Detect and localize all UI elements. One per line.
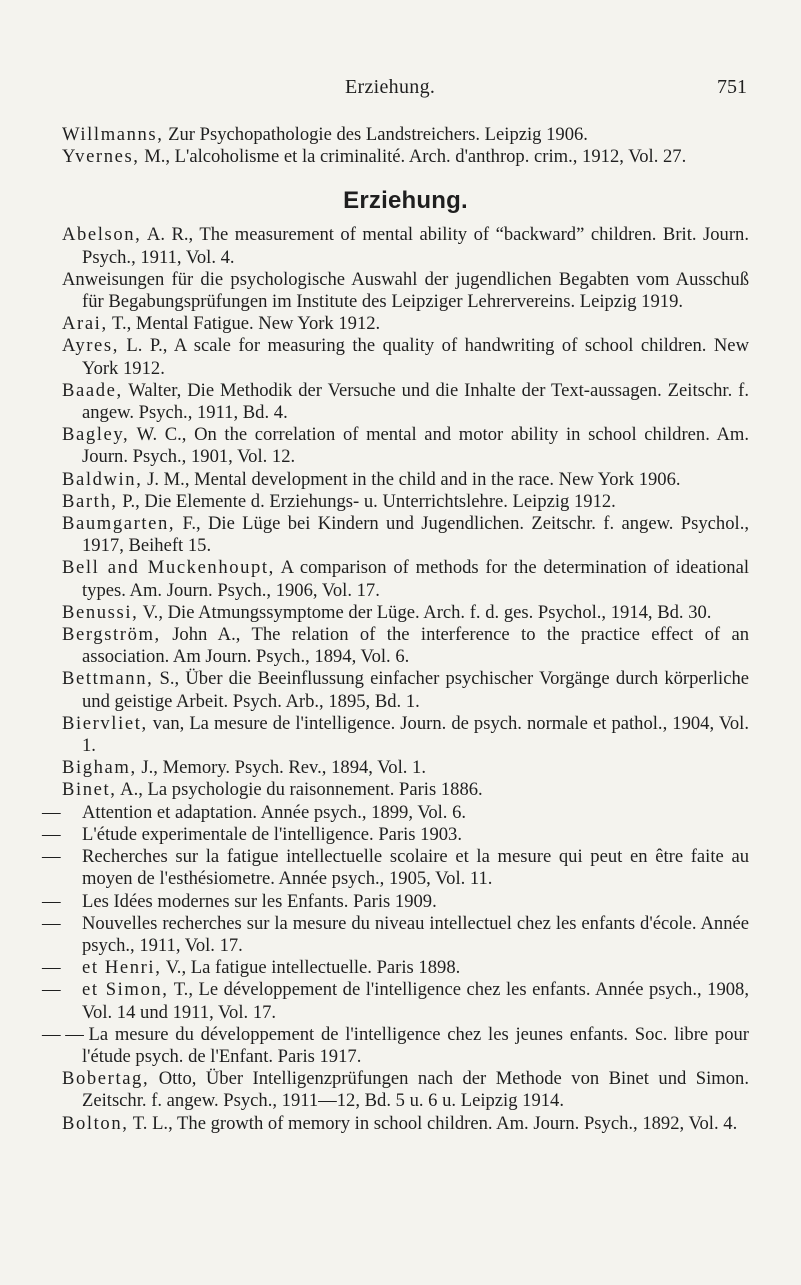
repeat-author-dash: —	[42, 912, 66, 934]
entry-text: W. C., On the correlation of mental and motor ability in school children. Am. Journ. Psych., 1901, Vol. 12.	[82, 424, 749, 468]
bibliography-entry	[62, 513, 749, 557]
bibliography-entry	[62, 779, 749, 801]
entry-text: Attention et adaptation. Année psych., 1899, Vol. 6.	[82, 801, 467, 823]
entry-author: Bagley,	[62, 424, 130, 446]
bibliography-list	[42, 224, 749, 1134]
repeat-author-dash: —	[42, 801, 66, 823]
entry-author: Willmanns,	[62, 124, 164, 145]
bibliography-entry	[62, 424, 749, 468]
entry-author: Benussi,	[62, 601, 139, 623]
entry-text: Zur Psychopathologie des Landstreichers. Leipzig 1906.	[163, 124, 588, 145]
entry-text: La mesure du développement de l'intelligence chez les jeunes enfants. Soc. libre pour l'étude psych. de l'Enfant. Paris 1917.	[82, 1023, 749, 1067]
entry-author: et Simon,	[82, 979, 169, 1001]
entry-text: V., Die Atmungssymptome der Lüge. Arch. f. d. ges. Psychol., 1914, Bd. 30.	[138, 601, 712, 623]
bibliography-entry	[62, 713, 749, 757]
bibliography-entry	[42, 912, 749, 957]
entry-author: Baade,	[62, 379, 123, 401]
repeat-author-dash: —	[42, 957, 66, 979]
entry-author: Biervliet,	[62, 712, 148, 734]
entry-text: T., Mental Fatigue. New York 1912.	[107, 313, 381, 335]
entry-text: John A., The relation of the interference to the practice effect of an association. Am Journ. Psych., 1894, Vol. 6.	[82, 624, 749, 668]
entry-text: A., La psychologie du raisonnement. Paris 1886.	[116, 779, 483, 801]
section-heading: Erziehung.	[343, 187, 468, 215]
entry-author: Arai,	[62, 313, 108, 335]
entry-author: Bell and Muckenhoupt,	[62, 557, 275, 579]
entry-text: Otto, Über Intelligenzprüfungen nach der Methode von Binet und Simon. Zeitschr. f. angew. Psych., 1911—12, Bd. 5 u. 6 u. Leipzig 1914.	[82, 1068, 749, 1112]
bibliography-entry	[62, 380, 749, 424]
entry-text: M., L'alcoholisme et la criminalité. Arch. d'anthrop. crim., 1912, Vol. 27.	[139, 146, 687, 168]
entry-text: J., Memory. Psych. Rev., 1894, Vol. 1.	[136, 757, 426, 779]
bibliography-entry	[42, 823, 749, 846]
entry-text: S., Über die Beeinflussung einfacher psychischer Vorgänge durch körperliche und geistige Arbeit. Psych. Arb., 1895, Bd. 1.	[82, 668, 749, 712]
entry-text: L'étude experimentale de l'intelligence. Paris 1903.	[82, 823, 462, 845]
entry-author: Bettmann,	[62, 668, 154, 690]
bibliography-body	[42, 124, 749, 1135]
bibliography-entry	[62, 146, 749, 168]
entry-author: Ayres,	[62, 335, 119, 357]
entry-text: Les Idées modernes sur les Enfants. Paris 1909.	[82, 890, 437, 912]
bibliography-entry	[62, 335, 749, 379]
entry-author: Bigham,	[62, 757, 137, 779]
bibliography-entry	[62, 557, 749, 601]
bibliography-entry	[62, 124, 749, 146]
bibliography-entry	[62, 224, 749, 268]
bibliography-entry	[62, 668, 749, 712]
entry-author: et Henri,	[82, 957, 162, 979]
entry-author: Yvernes,	[62, 146, 140, 168]
entry-text: A. R., The measurement of mental ability of “backward” children. Brit. Journ. Psych., 1911, Vol. 4.	[82, 224, 749, 268]
bibliography-entry	[42, 979, 749, 1023]
bibliography-entry	[62, 1068, 749, 1112]
entry-author: Barth,	[62, 490, 118, 512]
repeat-author-dash: —	[42, 890, 66, 912]
bibliography-entry	[42, 1023, 749, 1068]
repeat-author-dash: —	[42, 823, 66, 845]
entry-text: van, La mesure de l'intelligence. Journ. de psych. normale et pathol., 1904, Vol. 1.	[82, 712, 749, 757]
bibliography-entry	[62, 469, 749, 491]
bibliography-entry	[42, 846, 749, 890]
bibliography-entry	[62, 269, 749, 313]
entry-author: Baldwin,	[62, 468, 143, 490]
bibliography-entry	[62, 313, 749, 335]
bibliography-entry	[42, 890, 749, 913]
bibliography-entry	[62, 624, 749, 668]
entry-text: A comparison of methods for the determination of ideational types. Am. Journ. Psych., 1906, Vol. 17.	[82, 557, 749, 601]
entry-text: P., Die Elemente d. Erziehungs- u. Unterrichtslehre. Leipzig 1912.	[117, 490, 616, 512]
entry-text: T. L., The growth of memory in school children. Am. Journ. Psych., 1892, Vol. 4.	[128, 1112, 738, 1134]
entry-author: Bergström,	[62, 624, 161, 646]
preface-entries	[62, 124, 749, 168]
bibliography-entry	[42, 801, 749, 824]
entry-author: Baumgarten,	[62, 513, 176, 535]
entry-author: Bolton,	[62, 1112, 129, 1134]
entry-text: Anweisungen für die psychologische Auswahl der jugendlichen Begabten vom Ausschuß für Begabungsprüfungen im Institute des Leipziger Lehrervereins. Leipzig 1919.	[62, 268, 749, 313]
entry-text: Recherches sur la fatigue intellectuelle scolaire et la mesure qui peut en être faite au moyen de l'esthésiometre. Année psych., 1905, Vol. 11.	[82, 846, 749, 890]
entry-author: Abelson,	[62, 224, 142, 246]
bibliography-entry	[62, 757, 749, 779]
page-number: 751	[717, 76, 747, 98]
bibliography-entry	[62, 1113, 749, 1135]
entry-text: V., La fatigue intellectuelle. Paris 1898.	[161, 957, 461, 979]
entry-author: Bobertag,	[62, 1068, 150, 1090]
bibliography-entry	[42, 957, 749, 979]
repeat-author-dash: — —	[42, 1023, 89, 1045]
repeat-author-dash: —	[42, 979, 66, 1001]
running-head	[0, 76, 801, 106]
bibliography-entry	[62, 491, 749, 513]
entry-text: Nouvelles recherches sur la mesure du niveau intellectuel chez les enfants d'école. Année psych., 1911, Vol. 17.	[82, 912, 749, 956]
entry-text: F., Die Lüge bei Kindern und Jugendlichen. Zeitschr. f. angew. Psychol., 1917, Beiheft 15.	[82, 513, 749, 557]
running-title: Erziehung.	[345, 76, 436, 98]
entry-text: L. P., A scale for measuring the quality of handwriting of school children. New York 1912.	[82, 335, 749, 379]
entry-text: T., Le développement de l'intelligence chez les enfants. Année psych., 1908, Vol. 14 und 1911, Vol. 17.	[82, 979, 749, 1023]
bibliography-entry	[62, 602, 749, 624]
entry-text: J. M., Mental development in the child and in the race. New York 1906.	[142, 468, 681, 490]
repeat-author-dash: —	[42, 846, 66, 868]
entry-author: Binet,	[62, 779, 117, 801]
entry-text: Walter, Die Methodik der Versuche und die Inhalte der Text-aussagen. Zeitschr. f. angew. Psych., 1911, Bd. 4.	[82, 379, 749, 424]
